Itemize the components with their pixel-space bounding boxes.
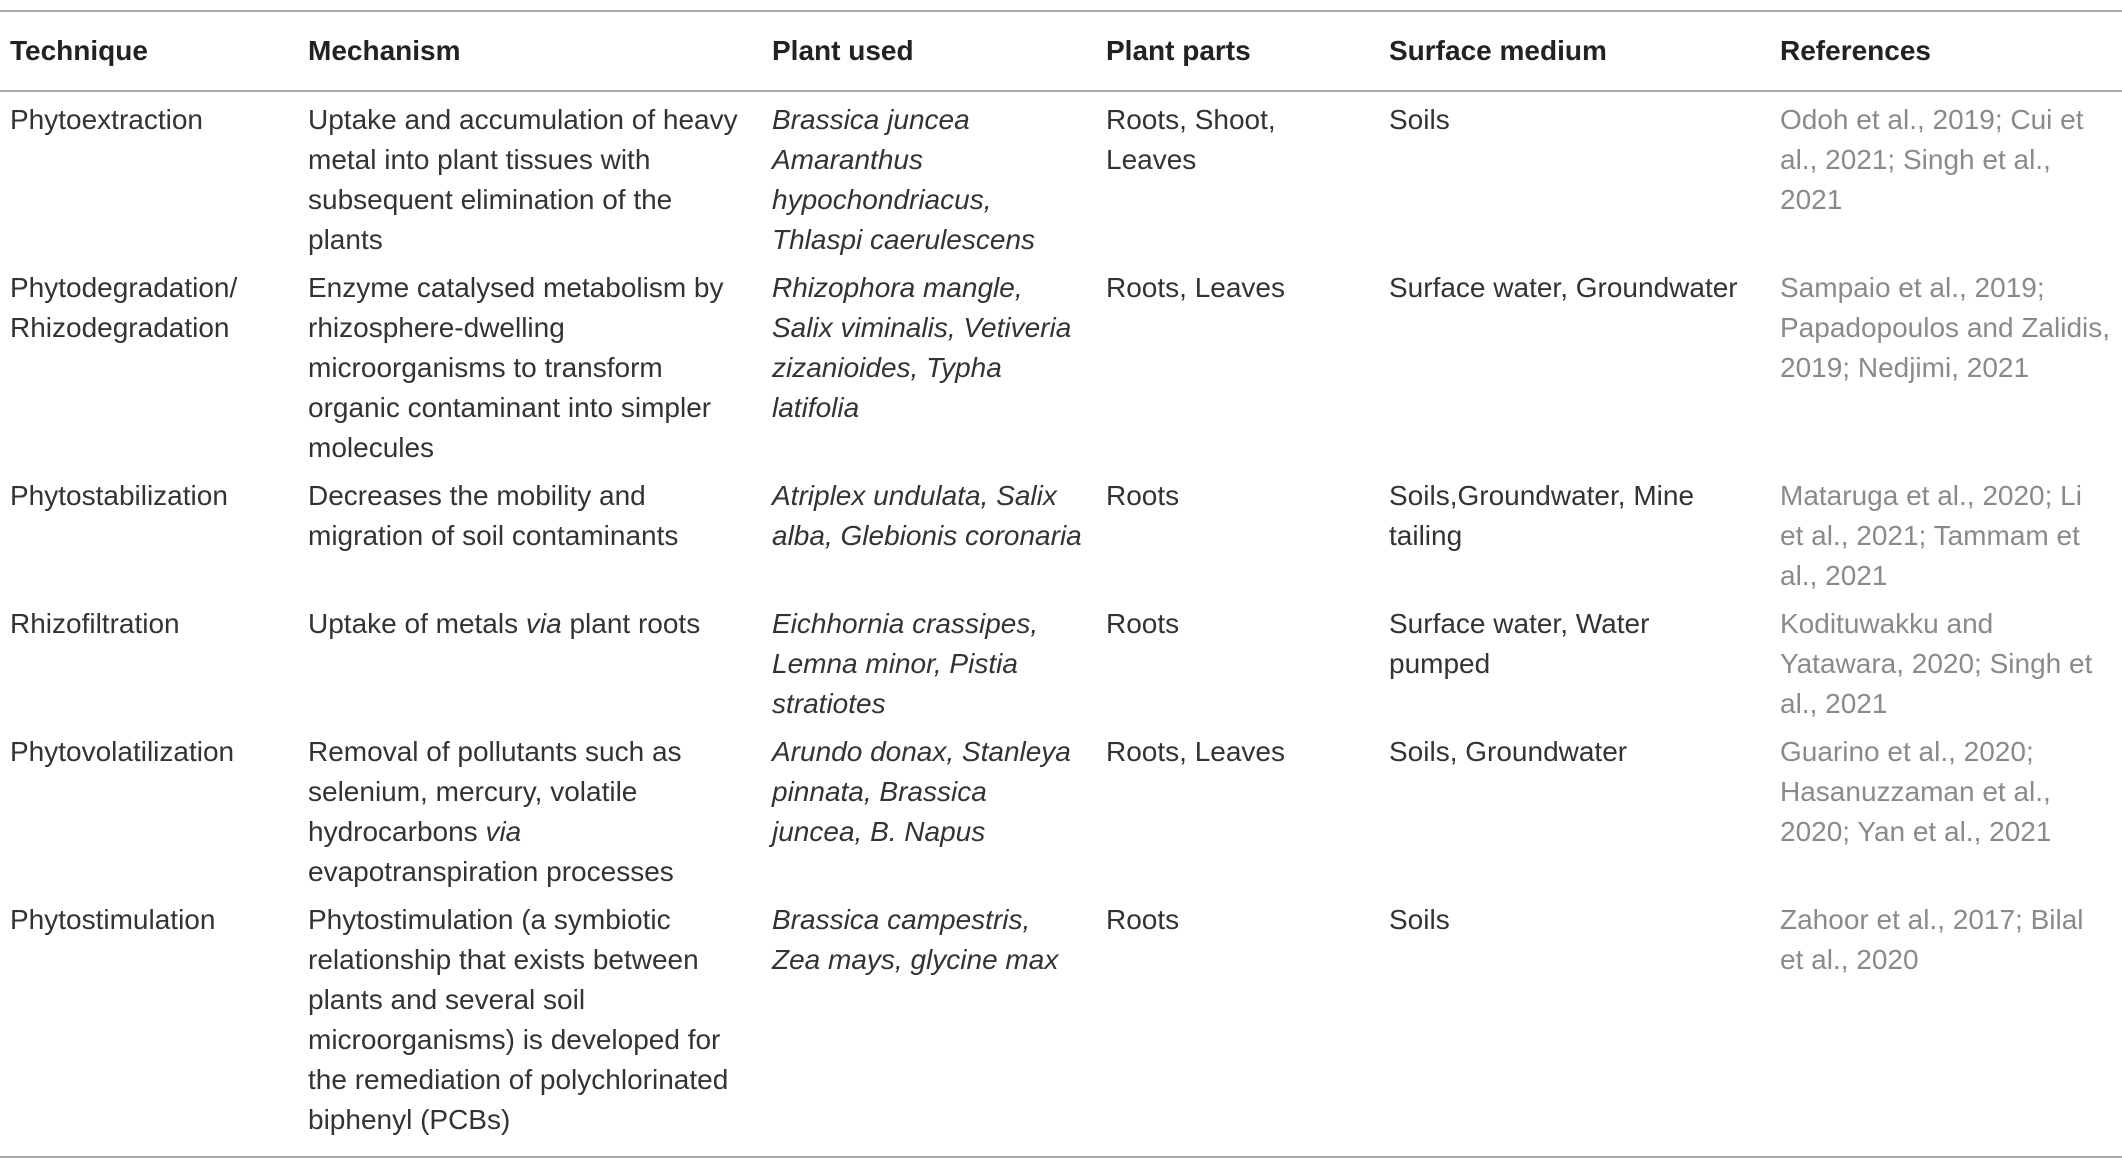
cell-technique: Rhizofiltration xyxy=(10,608,180,639)
cell-plant-parts: Roots, Shoot, Leaves xyxy=(1106,104,1276,175)
table-row xyxy=(0,468,2122,596)
table-row xyxy=(0,91,2122,260)
mechanism-text: Uptake of metals xyxy=(308,608,526,639)
cell-technique: Phytoextraction xyxy=(10,104,203,135)
cell-plant-parts: Roots, Leaves xyxy=(1106,736,1285,767)
cell-technique: Phytostimulation xyxy=(10,904,216,935)
cell-mechanism: Decreases the mobility and migration of soil contaminants xyxy=(308,480,679,551)
cell-references[interactable]: Kodituwakku and Yatawara, 2020; Singh et al., 2021 xyxy=(1780,608,2093,719)
table-row xyxy=(0,596,2122,724)
mechanism-italic-text: via xyxy=(485,816,522,847)
cell-references[interactable]: Guarino et al., 2020; Hasanuzzaman et al., 2020; Yan et al., 2021 xyxy=(1780,736,2052,847)
phytoremediation-table xyxy=(0,10,2122,1158)
cell-plant-parts: Roots xyxy=(1106,608,1180,639)
table-row xyxy=(0,892,2122,1157)
cell-plant-parts: Roots xyxy=(1106,480,1180,511)
cell-references[interactable]: Odoh et al., 2019; Cui et al., 2021; Singh et al., 2021 xyxy=(1780,104,2084,215)
cell-technique: Phytostabilization xyxy=(10,480,228,511)
mechanism-italic-text: via xyxy=(525,608,562,639)
header-technique: Technique xyxy=(10,35,148,66)
cell-surface-medium: Surface water, Groundwater xyxy=(1389,272,1738,303)
cell-technique: Phytovolatilization xyxy=(10,736,235,767)
cell-mechanism: Enzyme catalysed metabolism by rhizosphere-dwelling microorganisms to transform organic contaminant into simpler molecules xyxy=(308,272,724,463)
cell-plant-parts: Roots xyxy=(1106,904,1180,935)
cell-references[interactable]: Zahoor et al., 2017; Bilal et al., 2020 xyxy=(1780,904,2084,975)
cell-surface-medium: Soils, Groundwater xyxy=(1389,736,1628,767)
cell-surface-medium: Soils xyxy=(1389,904,1450,935)
table-container xyxy=(0,10,2122,1158)
cell-mechanism: Uptake and accumulation of heavy metal into plant tissues with subsequent elimination of the plants xyxy=(308,104,738,255)
cell-plant-used: Rhizophora mangle, Salix viminalis, Vetiveria zizanioides, Typha latifolia xyxy=(772,272,1072,423)
cell-references[interactable]: Mataruga et al., 2020; Li et al., 2021; Tammam et al., 2021 xyxy=(1780,480,2082,591)
cell-plant-used: Brassica juncea Amaranthus hypochondriacus, Thlaspi caerulescens xyxy=(772,104,1036,255)
cell-plant-used: Brassica campestris, Zea mays, glycine max xyxy=(772,904,1059,975)
cell-references[interactable]: Sampaio et al., 2019; Papadopoulos and Zalidis, 2019; Nedjimi, 2021 xyxy=(1780,272,2111,383)
cell-plant-used: Atriplex undulata, Salix alba, Glebionis coronaria xyxy=(772,480,1082,551)
cell-plant-used: Eichhornia crassipes, Lemna minor, Pistia stratiotes xyxy=(772,608,1039,719)
cell-surface-medium: Soils xyxy=(1389,104,1450,135)
cell-technique: Phytodegradation/ Rhizodegradation xyxy=(10,272,238,343)
cell-surface-medium: Surface water, Water pumped xyxy=(1389,608,1650,679)
header-plant-used: Plant used xyxy=(772,35,914,66)
table-header xyxy=(0,11,2122,91)
table-row xyxy=(0,724,2122,892)
header-surface-medium: Surface medium xyxy=(1389,35,1607,66)
header-plant-parts: Plant parts xyxy=(1106,35,1251,66)
cell-surface-medium: Soils,Groundwater, Mine tailing xyxy=(1389,480,1695,551)
header-mechanism: Mechanism xyxy=(308,35,461,66)
mechanism-text: evapotranspiration processes xyxy=(308,856,674,887)
cell-plant-parts: Roots, Leaves xyxy=(1106,272,1285,303)
cell-plant-used: Arundo donax, Stanleya pinnata, Brassica juncea, B. Napus xyxy=(772,736,1071,847)
header-row xyxy=(0,11,2122,91)
table-body xyxy=(0,91,2122,1157)
mechanism-text: plant roots xyxy=(561,608,701,639)
cell-mechanism: Phytostimulation (a symbiotic relationship that exists between plants and several soil microorganisms) is developed for the remediation of polychlorinated biphenyl (PCBs) xyxy=(308,904,729,1135)
cell-mechanism xyxy=(298,596,762,724)
mechanism-text: Removal of pollutants such as selenium, mercury, volatile hydrocarbons xyxy=(308,736,682,847)
header-references: References xyxy=(1780,35,1931,66)
table-row xyxy=(0,260,2122,468)
cell-mechanism xyxy=(298,724,762,892)
